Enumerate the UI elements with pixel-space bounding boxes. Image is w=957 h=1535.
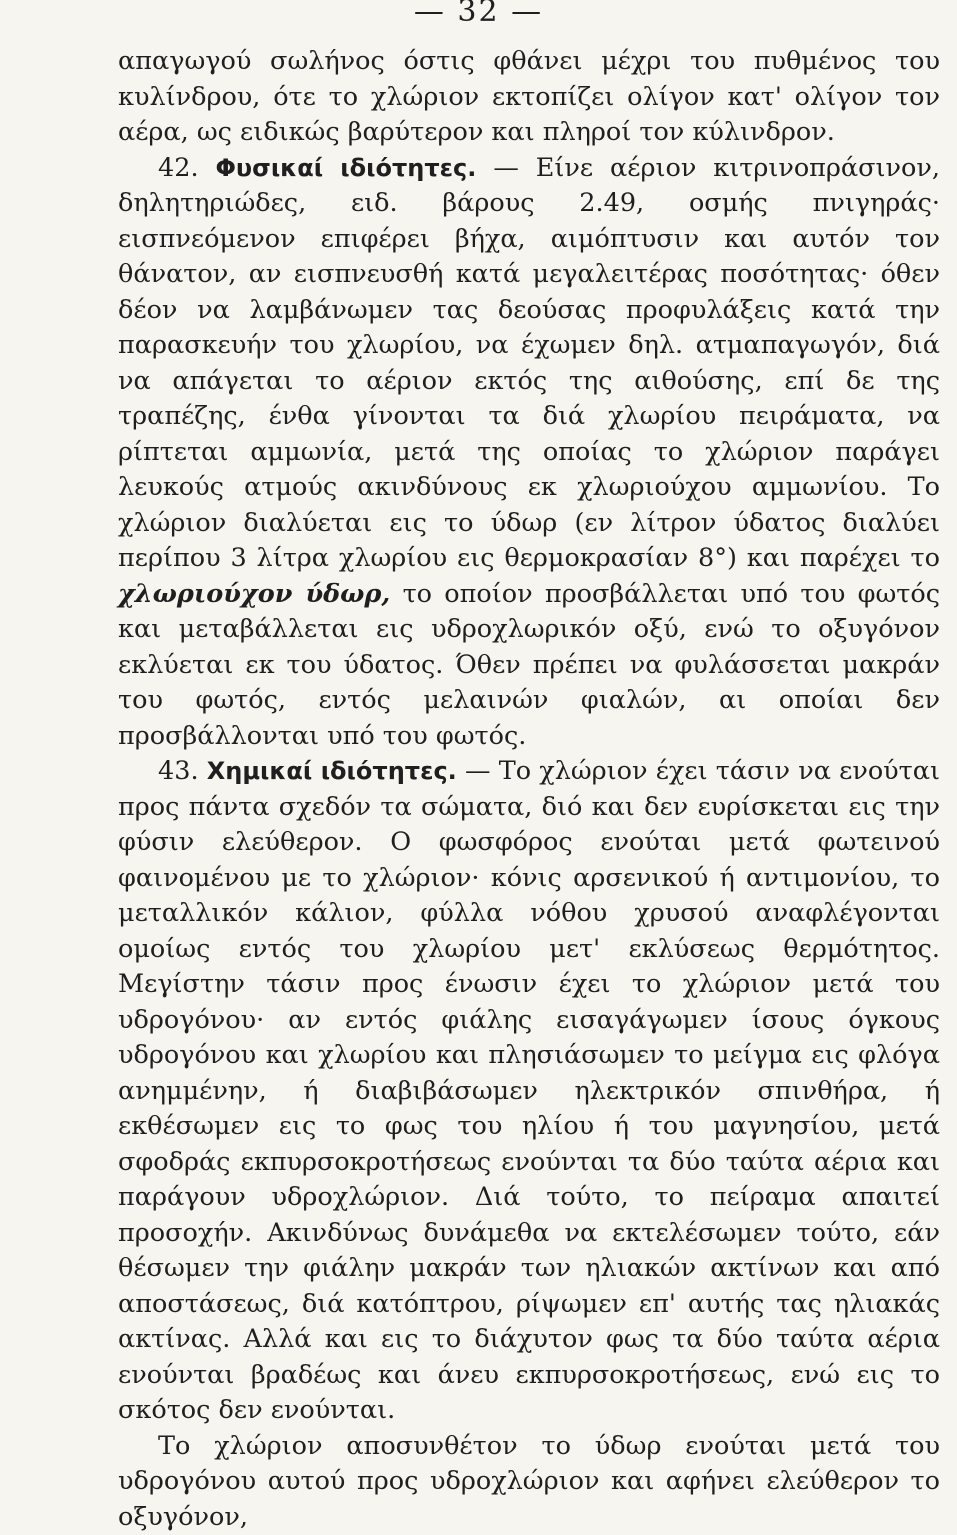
paragraph-last: Το χλώριον αποσυνθέτον το ύδωρ ενούται μετά του υδρογόνου αυτού προς υδροχλώριον και αφήνει ελεύθερον το οξυγόνον, bbox=[118, 1429, 940, 1535]
section-42-emphasis: χλωριούχον ύδωρ, bbox=[118, 579, 390, 609]
section-42 bbox=[118, 151, 940, 755]
section-42-number: 42. bbox=[158, 153, 199, 183]
section-43-heading: Χημικαί ιδιότητες. bbox=[207, 757, 457, 785]
body-text bbox=[118, 44, 940, 1535]
section-42-text-b: το οποίον προσβάλλεται υπό του φωτός και μεταβάλλεται εις υδροχλωρικόν οξύ, ενώ το οξυγόνον εκλύεται εκ του ύδατος. Όθεν πρέπει να φυλάσσεται μακράν του φωτός, εντός μελαινών φιαλών, αι οποίαι δεν προσβάλλονται υπό του φωτός. bbox=[118, 579, 940, 751]
section-43 bbox=[118, 754, 940, 1429]
section-43-text: — Το χλώριον έχει τάσιν να ενούται προς πάντα σχεδόν τα σώματα, διό και δεν ευρίσκεται εις την φύσιν ελεύθερον. Ο φωσφόρος ενούται μετά φωτεινού φαινομένου με το χλώριον· κόνις αρσενικού ή αντιμονίου, το μεταλλικόν κάλιον, φύλλα νόθου χρυσού αναφλέγονται ομοίως εντός του χλωρίου μετ' εκλύσεως θερμότητος. Μεγίστην τάσιν προς ένωσιν έχει το χλώριον μετά του υδρογόνου· αν εντός φιάλης εισαγάγωμεν ίσους όγκους υδρογόνου και χλωρίου και πλησιάσωμεν το μείγμα εις φλόγα ανημμένην, ή διαβιβάσωμεν ηλεκτρικόν σπινθήρα, ή εκθέσωμεν εις το φως του ηλίου ή του μαγνησίου, μετά σφοδράς εκπυρσοκροτήσεως ενούνται τα δύο ταύτα αέρια και παράγουν υδροχλώριον. Διά τούτο, το πείραμα απαιτεί προσοχήν. Ακινδύνως δυνάμεθα να εκτελέσωμεν τούτο, εάν θέσωμεν την φιάλην μακράν των ηλιακών ακτίνων και από αποστάσεως, διά κατόπτρου, ρίψωμεν επ' αυτής τας ηλιακάς ακτίνας. Αλλά και εις το διάχυτον φως τα δύο ταύτα αέρια ενούνται βραδέως και άνευ εκπυρσοκροτήσεως, ενώ εις το σκότος δεν ενούνται. bbox=[118, 756, 940, 1425]
section-42-text-a: — Είνε αέριον κιτρινοπράσινον, δηλητηριώδες, ειδ. βάρους 2.49, οσμής πνιγηράς· εισπνεόμενον επιφέρει βήχα, αιμόπτυσιν και αυτόν τον θάνατον, αν εισπνευσθή κατά μεγαλειτέρας ποσότητας· όθεν δέον να λαμβάνωμεν τας δεούσας προφυλάξεις κατά την παρασκευήν του χλωρίου, να έχωμεν δηλ. ατμαπαγωγόν, διά να απάγεται το αέριον εκτός της αιθούσης, επί δε της τραπέζης, ένθα γίνονται τα διά χλωρίου πειράματα, να ρίπτεται αμμωνία, μετά της οποίας το χλώριον παράγει λευκούς ατμούς ακινδύνους εκ χλωριούχου αμμωνίου. Το χλώριον διαλύεται εις το ύδωρ (εν λίτρον ύδατος διαλύει περίπου 3 λίτρα χλωρίου εις θερμοκρασίαν 8°) και παρέχει το bbox=[118, 153, 940, 574]
section-42-heading: Φυσικαί ιδιότητες. bbox=[216, 154, 477, 182]
page-number: — 32 — bbox=[0, 0, 957, 29]
paragraph-continuation: απαγωγού σωλήνος όστις φθάνει μέχρι του πυθμένος του κυλίνδρου, ότε το χλώριον εκτοπίζει ολίγον κατ' ολίγον τον αέρα, ως ειδικώς βαρύτερον και πληροί τον κύλινδρον. bbox=[118, 44, 940, 151]
section-43-number: 43. bbox=[158, 756, 199, 786]
